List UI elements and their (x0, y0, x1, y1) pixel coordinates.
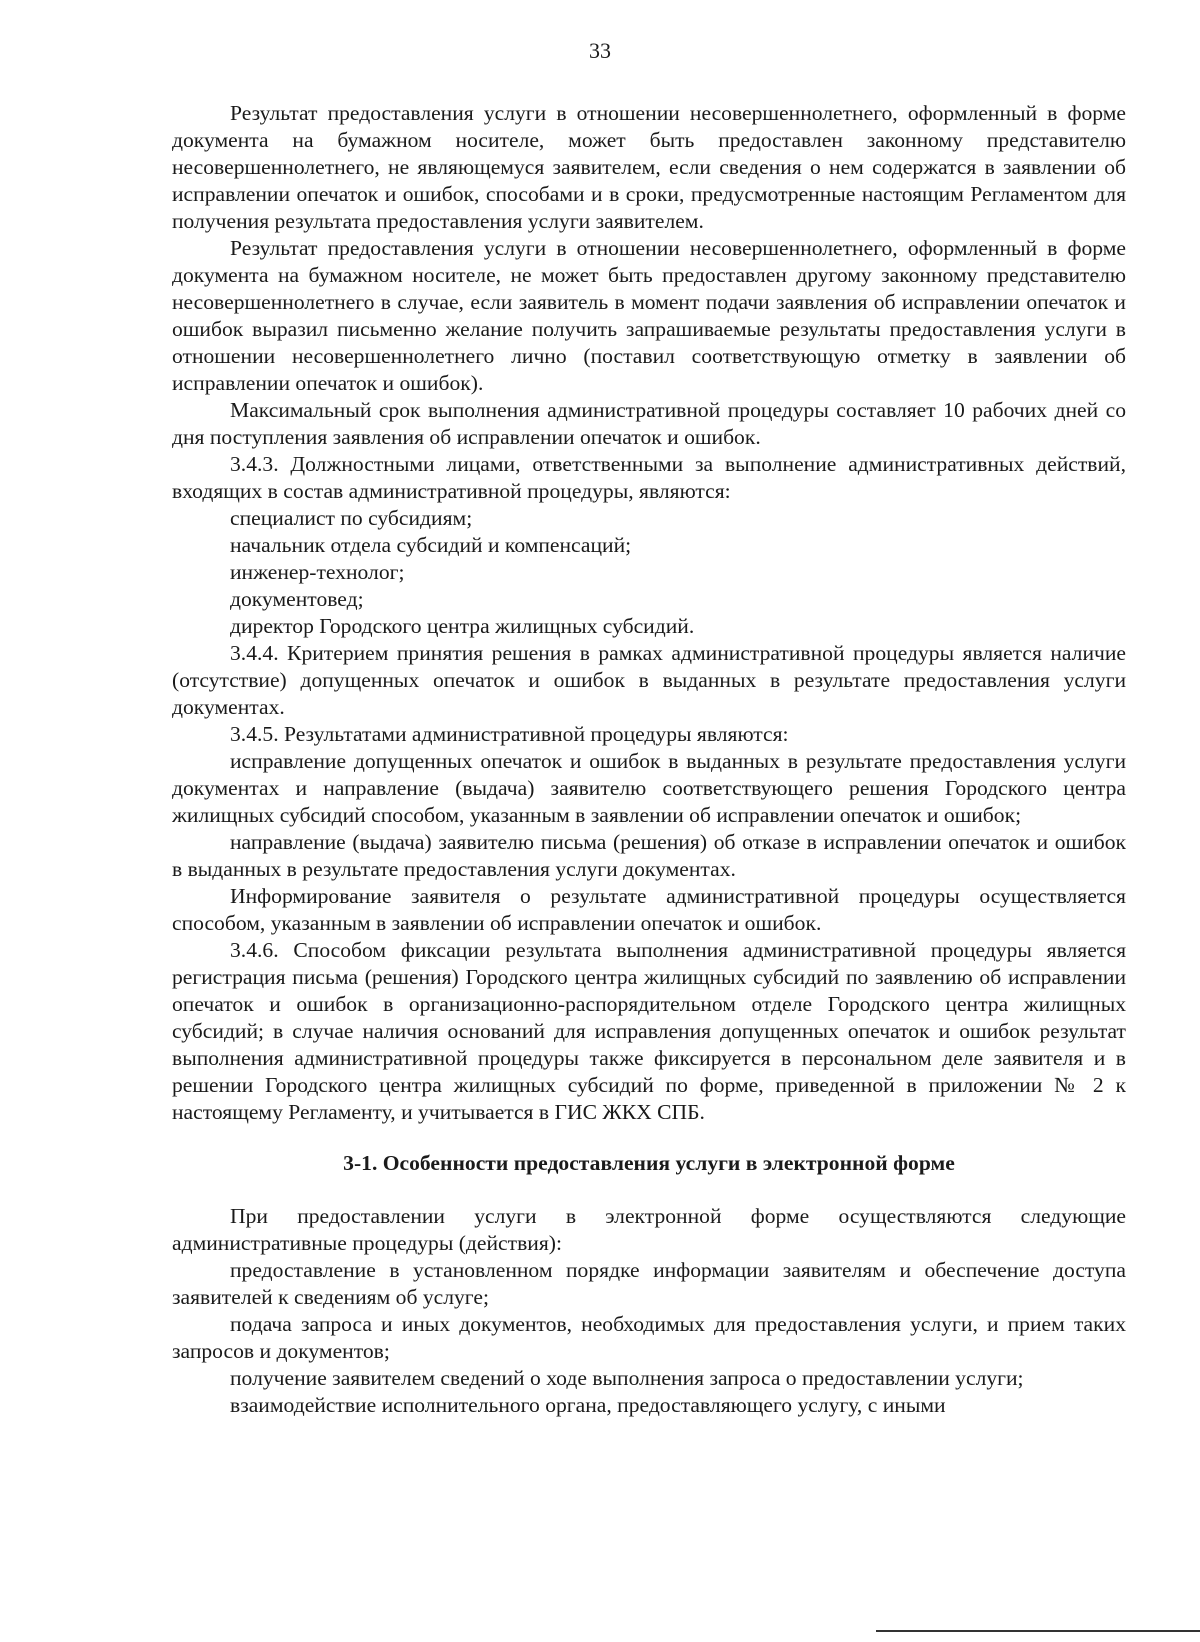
paragraph: 3.4.4. Критерием принятия решения в рамках административной процедуры является наличие (отсутствие) допущенных опечаток и ошибок в выданных в результате предоставления услуги документах. (172, 641, 1126, 719)
paragraph: направление (выдача) заявителю письма (решения) об отказе в исправлении опечаток и ошибок в выданных в результате предоставления услуги документах. (172, 830, 1126, 881)
section-heading: 3-1. Особенности предоставления услуги в электронной форме (343, 1151, 955, 1175)
paragraph: Результат предоставления услуги в отношении несовершеннолетнего, оформленный в форме документа на бумажном носителе, не может быть предоставлен другому законному представителю несовершеннолетнего в случае, если заявитель в момент подачи заявления об исправлении опечаток и ошибок выразил письменно желание получить запрашиваемые результаты предоставления услуги в отношении несовершеннолетнего лично (поставил соответствующую отметку в заявлении об исправлении опечаток и ошибок). (172, 236, 1126, 395)
paragraph: исправление допущенных опечаток и ошибок в выданных в результате предоставления услуги документах и направление (выдача) заявителю соответствующего решения Городского центра жилищных субсидий способом, указанным в заявлении об исправлении опечаток и ошибок; (172, 749, 1126, 827)
paragraph: 3.4.5. Результатами административной процедуры являются: (230, 722, 789, 746)
paragraph: предоставление в установленном порядке информации заявителям и обеспечение доступа заявителей к сведениям об услуге; (172, 1258, 1126, 1309)
list-item: документовед; (230, 587, 364, 611)
document-body (172, 100, 1126, 1419)
list-item: специалист по субсидиям; (230, 506, 473, 530)
paragraph: получение заявителем сведений о ходе выполнения запроса о предоставлении услуги; (230, 1366, 1024, 1390)
paragraph: подача запроса и иных документов, необходимых для предоставления услуги, и прием таких запросов и документов; (172, 1312, 1126, 1363)
paragraph: 3.4.6. Способом фиксации результата выполнения административной процедуры является регистрация письма (решения) Городского центра жилищных субсидий по заявлению об исправлении опечаток и ошибок в организационно-распорядительном отделе Городского центра жилищных субсидий; в случае наличия оснований для исправления допущенных опечаток и ошибок результат выполнения административной процедуры также фиксируется в персональном деле заявителя и в решении Городского центра жилищных субсидий по форме, приведенной в приложении № 2 к настоящему Регламенту, и учитывается в ГИС ЖКХ СПБ. (172, 938, 1126, 1124)
paragraph: Информирование заявителя о результате административной процедуры осуществляется способом, указанным в заявлении об исправлении опечаток и ошибок. (172, 884, 1126, 935)
paragraph: При предоставлении услуги в электронной форме осуществляются следующие административные процедуры (действия): (172, 1204, 1126, 1255)
list-item: инженер-технолог; (230, 560, 405, 584)
paragraph: Результат предоставления услуги в отношении несовершеннолетнего, оформленный в форме документа на бумажном носителе, может быть предоставлен законному представителю несовершеннолетнего, не являющемуся заявителем, если сведения о нем содержатся в заявлении об исправлении опечаток и ошибок, способами и в сроки, предусмотренные настоящим Регламентом для получения результата предоставления услуги заявителем. (172, 101, 1126, 233)
page-number: 33 (589, 38, 611, 63)
list-item: начальник отдела субсидий и компенсаций; (230, 533, 632, 557)
bottom-rule (876, 1630, 1200, 1632)
list-item: директор Городского центра жилищных субсидий. (230, 614, 695, 638)
paragraph: 3.4.3. Должностными лицами, ответственными за выполнение административных действий, входящих в состав административной процедуры, являются: (172, 452, 1126, 503)
paragraph: Максимальный срок выполнения административной процедуры составляет 10 рабочих дней со дня поступления заявления об исправлении опечаток и ошибок. (172, 398, 1126, 449)
paragraph: взаимодействие исполнительного органа, предоставляющего услугу, с иными (230, 1393, 946, 1417)
